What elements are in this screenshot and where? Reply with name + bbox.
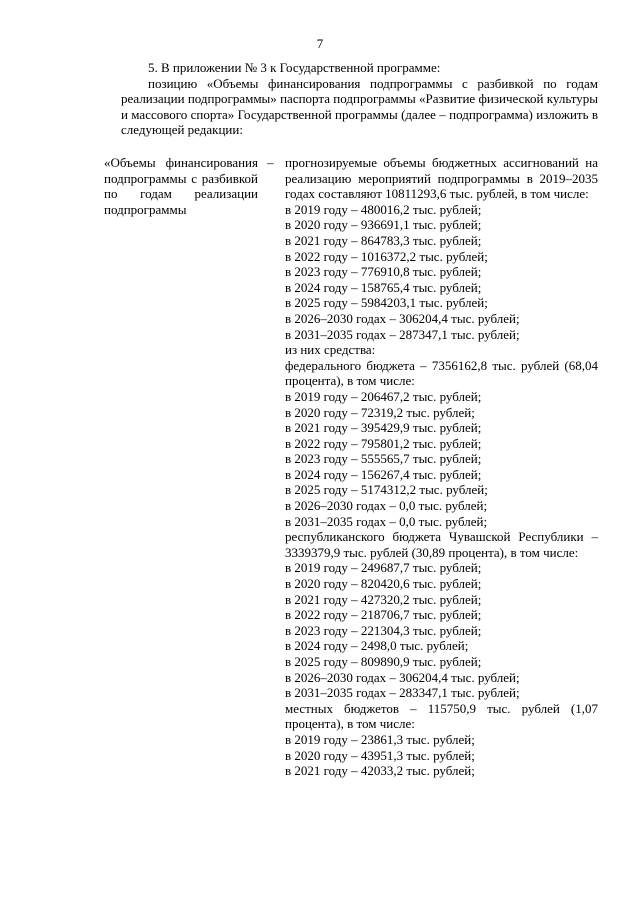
label-dash: – bbox=[267, 155, 274, 170]
intro-paragraph-2: позицию «Объемы финансирования подпрограммы с разбивкой по годам реализации подпрограммы» паспорта подпрограммы «Развитие физической культуры и массового спорта» Государственной программы (далее – подпрограмма) изложить в следующей редакции: bbox=[121, 75, 598, 138]
total-years-list bbox=[285, 202, 598, 342]
year-line: в 2019 году – 23861,3 тыс. рублей; bbox=[285, 731, 475, 747]
year-line: в 2026–2030 годах – 306204,4 тыс. рублей; bbox=[285, 669, 520, 685]
year-line: в 2022 году – 795801,2 тыс. рублей; bbox=[285, 435, 482, 451]
federal-years-list bbox=[285, 389, 598, 529]
year-line: в 2021 году – 427320,2 тыс. рублей; bbox=[285, 591, 482, 607]
year-line: в 2031–2035 годах – 0,0 тыс. рублей; bbox=[285, 513, 488, 529]
year-line: в 2024 году – 2498,0 тыс. рублей; bbox=[285, 638, 469, 654]
federal-summary: федерального бюджета – 7356162,8 тыс. рублей (68,04 процента), в том числе: bbox=[285, 357, 598, 389]
year-line: в 2025 году – 809890,9 тыс. рублей; bbox=[285, 654, 482, 669]
year-line: в 2020 году – 820420,6 тыс. рублей; bbox=[285, 576, 482, 592]
year-line: в 2021 году – 864783,3 тыс. рублей; bbox=[285, 232, 482, 248]
year-line: в 2031–2035 годах – 283347,1 тыс. рублей; bbox=[285, 685, 520, 701]
local-summary: местных бюджетов – 115750,9 тыс. рублей (1,07 процента), в том числе: bbox=[285, 700, 598, 732]
intro-section bbox=[121, 60, 598, 138]
year-line: в 2026–2030 годах – 306204,4 тыс. рублей; bbox=[285, 310, 520, 326]
year-line: в 2031–2035 годах – 287347,1 тыс. рублей; bbox=[285, 326, 520, 342]
year-line: в 2020 году – 72319,2 тыс. рублей; bbox=[285, 404, 475, 420]
year-line: в 2023 году – 776910,8 тыс. рублей; bbox=[285, 264, 482, 280]
year-line: в 2021 году – 42033,2 тыс. рублей; bbox=[285, 763, 475, 779]
year-line: в 2022 году – 1016372,2 тыс. рублей; bbox=[285, 248, 488, 264]
year-line: в 2020 году – 43951,3 тыс. рублей; bbox=[285, 747, 475, 763]
republican-years-list bbox=[285, 560, 598, 700]
year-line: в 2020 году – 936691,1 тыс. рублей; bbox=[285, 217, 482, 233]
year-line: в 2025 году – 5984203,1 тыс. рублей; bbox=[285, 295, 488, 311]
intro-paragraph-1: 5. В приложении № 3 к Государственной программе: bbox=[148, 60, 441, 75]
year-line: в 2019 году – 480016,2 тыс. рублей; bbox=[285, 201, 482, 217]
year-line: в 2022 году – 218706,7 тыс. рублей; bbox=[285, 607, 482, 623]
financing-label: «Объемы финансирования подпрограммы с разбивкой по годам реализации подпрограммы bbox=[104, 155, 258, 217]
year-line: в 2024 году – 156267,4 тыс. рублей; bbox=[285, 466, 482, 482]
year-line: в 2023 году – 221304,3 тыс. рублей; bbox=[285, 622, 482, 638]
local-years-list bbox=[285, 732, 598, 779]
republican-summary: республиканского бюджета Чувашской Республики – 3339379,9 тыс. рублей (30,89 процента), в том числе: bbox=[285, 529, 598, 560]
of-which-label: из них средства: bbox=[285, 342, 376, 358]
financing-details bbox=[285, 155, 598, 779]
year-line: в 2026–2030 годах – 0,0 тыс. рублей; bbox=[285, 498, 488, 514]
year-line: в 2025 году – 5174312,2 тыс. рублей; bbox=[285, 482, 488, 498]
year-line: в 2019 году – 249687,7 тыс. рублей; bbox=[285, 560, 482, 576]
year-line: в 2019 году – 206467,2 тыс. рублей; bbox=[285, 388, 482, 404]
year-line: в 2021 году – 395429,9 тыс. рублей; bbox=[285, 420, 482, 436]
year-line: в 2024 году – 158765,4 тыс. рублей; bbox=[285, 279, 482, 295]
page-number: 7 bbox=[316, 36, 324, 51]
year-line: в 2023 году – 555565,7 тыс. рублей; bbox=[285, 451, 482, 467]
total-summary: прогнозируемые объемы бюджетных ассигнований на реализацию мероприятий подпрограммы в 2019–2035 годах составляют 10811293,6 тыс. рублей, в том числе: bbox=[285, 155, 598, 202]
